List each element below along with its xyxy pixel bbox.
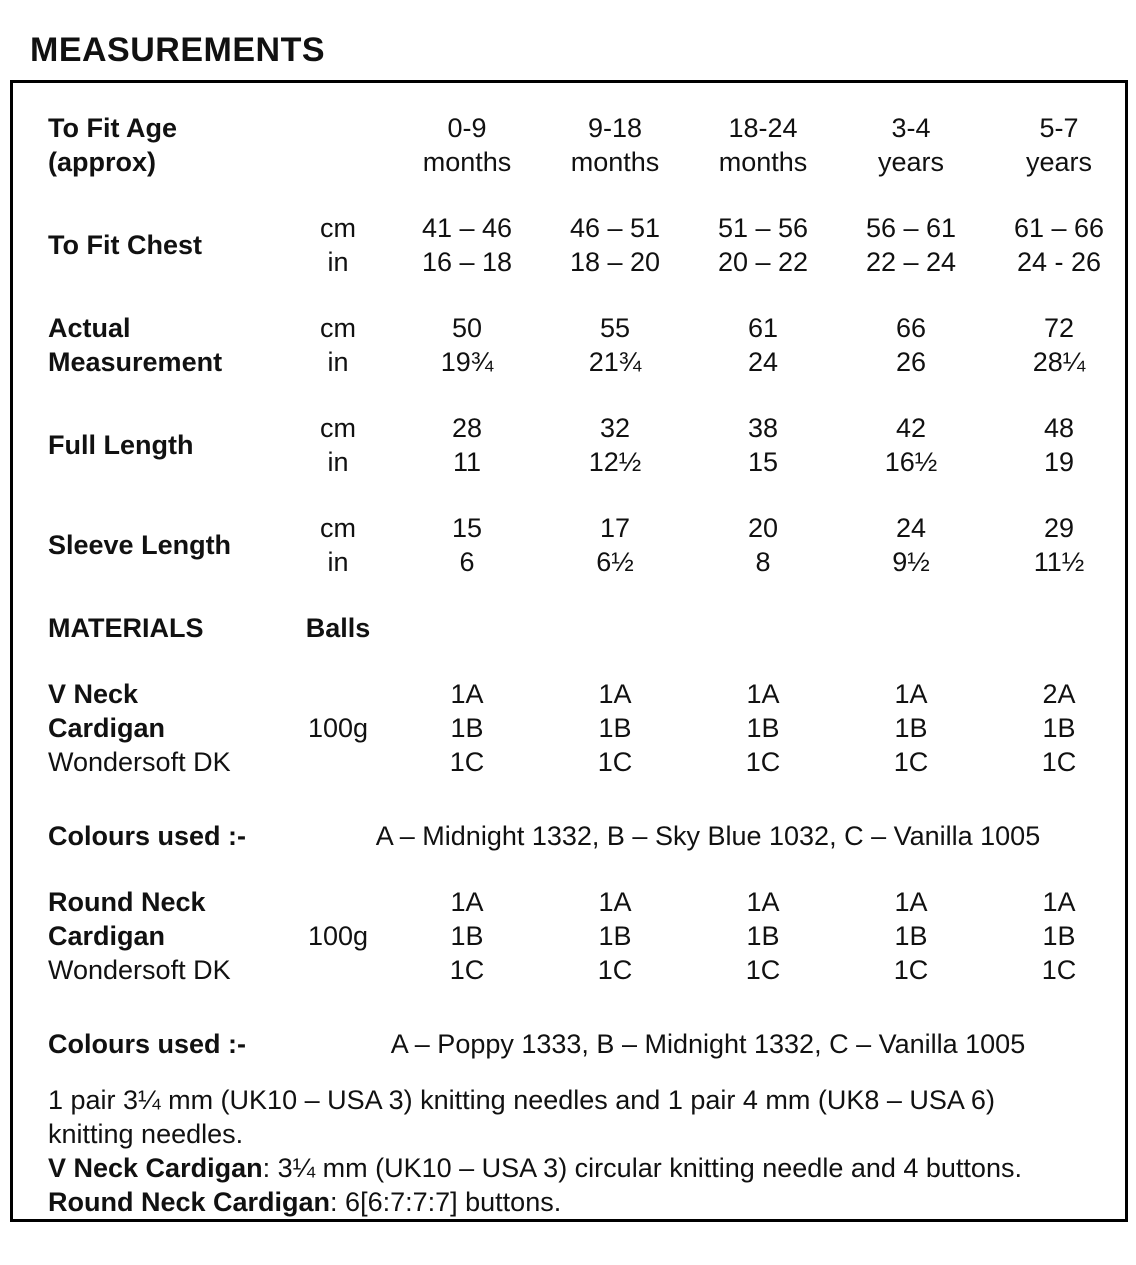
sleeve-in: 6 [459,547,475,577]
row-label-line: Measurement [48,347,223,377]
note-bold-prefix: Round Neck Cardigan [48,1187,331,1217]
sleeve-cm: 15 [451,513,483,543]
to-fit-chest-row [13,211,1125,279]
page-title: MEASUREMENTS [30,31,326,69]
value-cell [393,211,541,279]
actual-cm: 66 [895,313,927,343]
row-label-line: (approx) [48,147,156,177]
colours-used-round-neck-row [13,1027,1125,1061]
chest-in: 24 - 26 [1016,247,1102,277]
actual-in: 24 [747,347,779,377]
yarn-name: Wondersoft DK [48,747,231,777]
actual-cm: 72 [1043,313,1075,343]
value-cell [541,511,689,579]
chest-cm: 56 – 61 [865,213,957,243]
v-neck-cardigan-row [13,677,1125,779]
balls-a: 1A [894,679,928,709]
chest-cm: 46 – 51 [569,213,661,243]
row-label-full-length: Full Length [48,430,194,460]
value-cell [541,411,689,479]
value-cell [689,511,837,579]
value-cell [837,211,985,279]
unit-cm: cm [320,213,356,243]
note-line [48,1151,1105,1185]
size-column-header [689,111,837,179]
balls-cell [837,885,985,987]
row-label-line: Actual [48,313,131,343]
balls-a: 1A [746,887,780,917]
length-in: 12½ [588,447,642,477]
balls-a: 1A [1042,887,1076,917]
chest-cm: 61 – 66 [1013,213,1105,243]
balls-cell [837,677,985,779]
balls-a: 1A [450,887,484,917]
balls-cell [541,677,689,779]
row-label-line: V Neck [48,679,139,709]
row-label-line: Cardigan [48,713,166,743]
balls-b: 1B [598,921,632,951]
row-label-sleeve-length: Sleeve Length [48,530,232,560]
note-line: 1 pair 3¼ mm (UK10 – USA 3) knitting needles and 1 pair 4 mm (UK8 – USA 6) [48,1085,995,1115]
age-range: 0-9 [447,113,487,143]
balls-c: 1C [893,747,929,777]
balls-a: 1A [450,679,484,709]
age-unit: months [422,147,512,177]
row-label-line: Cardigan [48,921,166,951]
value-cell [985,411,1128,479]
value-cell [837,411,985,479]
value-cell [393,511,541,579]
age-range: 3-4 [891,113,931,143]
size-column-header [985,111,1128,179]
balls-b: 1B [746,713,780,743]
balls-cell [689,885,837,987]
balls-b: 1B [1042,921,1076,951]
unit-cm: cm [320,413,356,443]
value-cell [837,511,985,579]
row-label-to-fit-age [13,111,283,179]
age-unit: months [570,147,660,177]
colours-used-label: Colours used :- [48,1029,247,1059]
length-cm: 28 [451,413,483,443]
materials-row [13,611,1125,645]
sleeve-in: 8 [755,547,771,577]
balls-b: 1B [894,921,928,951]
actual-cm: 55 [599,313,631,343]
unit-cm: cm [320,513,356,543]
balls-a: 1A [894,887,928,917]
value-cell [541,211,689,279]
length-in: 15 [747,447,779,477]
note-line: knitting needles. [48,1119,244,1149]
balls-c: 1C [449,955,485,985]
balls-c: 1C [597,747,633,777]
materials-heading: MATERIALS [48,613,204,643]
row-label-actual-measurement [13,311,283,379]
balls-b: 1B [598,713,632,743]
sleeve-in: 6½ [596,547,634,577]
value-cell [985,311,1128,379]
value-cell [837,311,985,379]
sleeve-cm: 20 [747,513,779,543]
unit-in: in [327,447,349,477]
row-label-line: Round Neck [48,887,206,917]
balls-heading: Balls [305,613,371,643]
note-rest: : 3¼ mm (UK10 – USA 3) circular knitting needle and 4 buttons. [262,1153,1022,1183]
balls-cell [393,677,541,779]
age-unit: years [1025,147,1093,177]
unit-in: in [327,547,349,577]
row-label-to-fit-chest: To Fit Chest [48,230,202,260]
chest-in: 18 – 20 [569,247,661,277]
unit-in: in [327,347,349,377]
balls-cell [393,885,541,987]
age-range: 9-18 [587,113,643,143]
length-in: 11 [452,447,482,477]
unit-cm: cm [320,313,356,343]
sleeve-cm: 29 [1043,513,1075,543]
actual-cm: 61 [747,313,779,343]
length-in: 16½ [884,447,938,477]
value-cell [985,511,1128,579]
age-unit: years [877,147,945,177]
actual-in: 19¾ [440,347,494,377]
balls-b: 1B [894,713,928,743]
value-cell [541,311,689,379]
colours-used-text: A – Midnight 1332, B – Sky Blue 1032, C – Vanilla 1005 [375,821,1041,851]
row-label-line: To Fit Age [48,113,177,143]
unit-cell [283,511,393,579]
row-label-round-neck-cardigan [13,885,283,987]
chest-in: 20 – 22 [717,247,809,277]
note-line [48,1185,1105,1219]
actual-in: 28¼ [1032,347,1086,377]
balls-c: 1C [449,747,485,777]
balls-c: 1C [1041,747,1077,777]
sleeve-in: 11½ [1033,547,1085,577]
chest-in: 16 – 18 [421,247,513,277]
balls-a: 2A [1042,679,1076,709]
sleeve-cm: 24 [895,513,927,543]
chest-cm: 51 – 56 [717,213,809,243]
age-range: 18-24 [728,113,798,143]
balls-c: 1C [597,955,633,985]
unit-cell [283,211,393,279]
sleeve-length-row [13,511,1125,579]
header-row [13,111,1125,179]
balls-b: 1B [1042,713,1076,743]
value-cell [689,311,837,379]
unit-cell [283,311,393,379]
balls-a: 1A [598,679,632,709]
balls-b: 1B [450,921,484,951]
size-column-header [393,111,541,179]
sleeve-in: 9½ [892,547,930,577]
value-cell [393,311,541,379]
actual-in: 21¾ [588,347,642,377]
note-rest: : 6[6:7:7:7] buttons. [330,1187,562,1217]
chest-in: 22 – 24 [865,247,957,277]
actual-cm: 50 [451,313,483,343]
value-cell [689,211,837,279]
ball-weight: 100g [307,921,369,951]
colours-used-label: Colours used :- [48,821,247,851]
balls-c: 1C [745,955,781,985]
colours-used-text: A – Poppy 1333, B – Midnight 1332, C – Vanilla 1005 [390,1029,1026,1059]
length-cm: 42 [895,413,927,443]
balls-b: 1B [746,921,780,951]
actual-in: 26 [895,347,927,377]
full-length-row [13,411,1125,479]
unit-in: in [327,247,349,277]
value-cell [393,411,541,479]
length-cm: 48 [1043,413,1075,443]
length-in: 19 [1043,447,1075,477]
round-neck-cardigan-row [13,885,1125,987]
size-column-header [837,111,985,179]
chest-cm: 41 – 46 [421,213,513,243]
age-range: 5-7 [1039,113,1079,143]
balls-cell [985,677,1128,779]
age-unit: months [718,147,808,177]
note-bold-prefix: V Neck Cardigan [48,1153,263,1183]
value-cell [985,211,1128,279]
balls-a: 1A [598,887,632,917]
measurements-table [10,80,1128,1222]
balls-cell [689,677,837,779]
needles-and-buttons-notes [13,1083,1125,1219]
size-column-header [541,111,689,179]
balls-cell [985,885,1128,987]
length-cm: 38 [747,413,779,443]
row-label-v-neck-cardigan [13,677,283,779]
length-cm: 32 [599,413,631,443]
sleeve-cm: 17 [599,513,631,543]
balls-b: 1B [450,713,484,743]
balls-a: 1A [746,679,780,709]
balls-cell [541,885,689,987]
unit-cell [283,411,393,479]
balls-c: 1C [1041,955,1077,985]
actual-measurement-row [13,311,1125,379]
ball-weight: 100g [307,713,369,743]
value-cell [689,411,837,479]
colours-used-v-neck-row [13,819,1125,853]
balls-c: 1C [893,955,929,985]
balls-c: 1C [745,747,781,777]
yarn-name: Wondersoft DK [48,955,231,985]
